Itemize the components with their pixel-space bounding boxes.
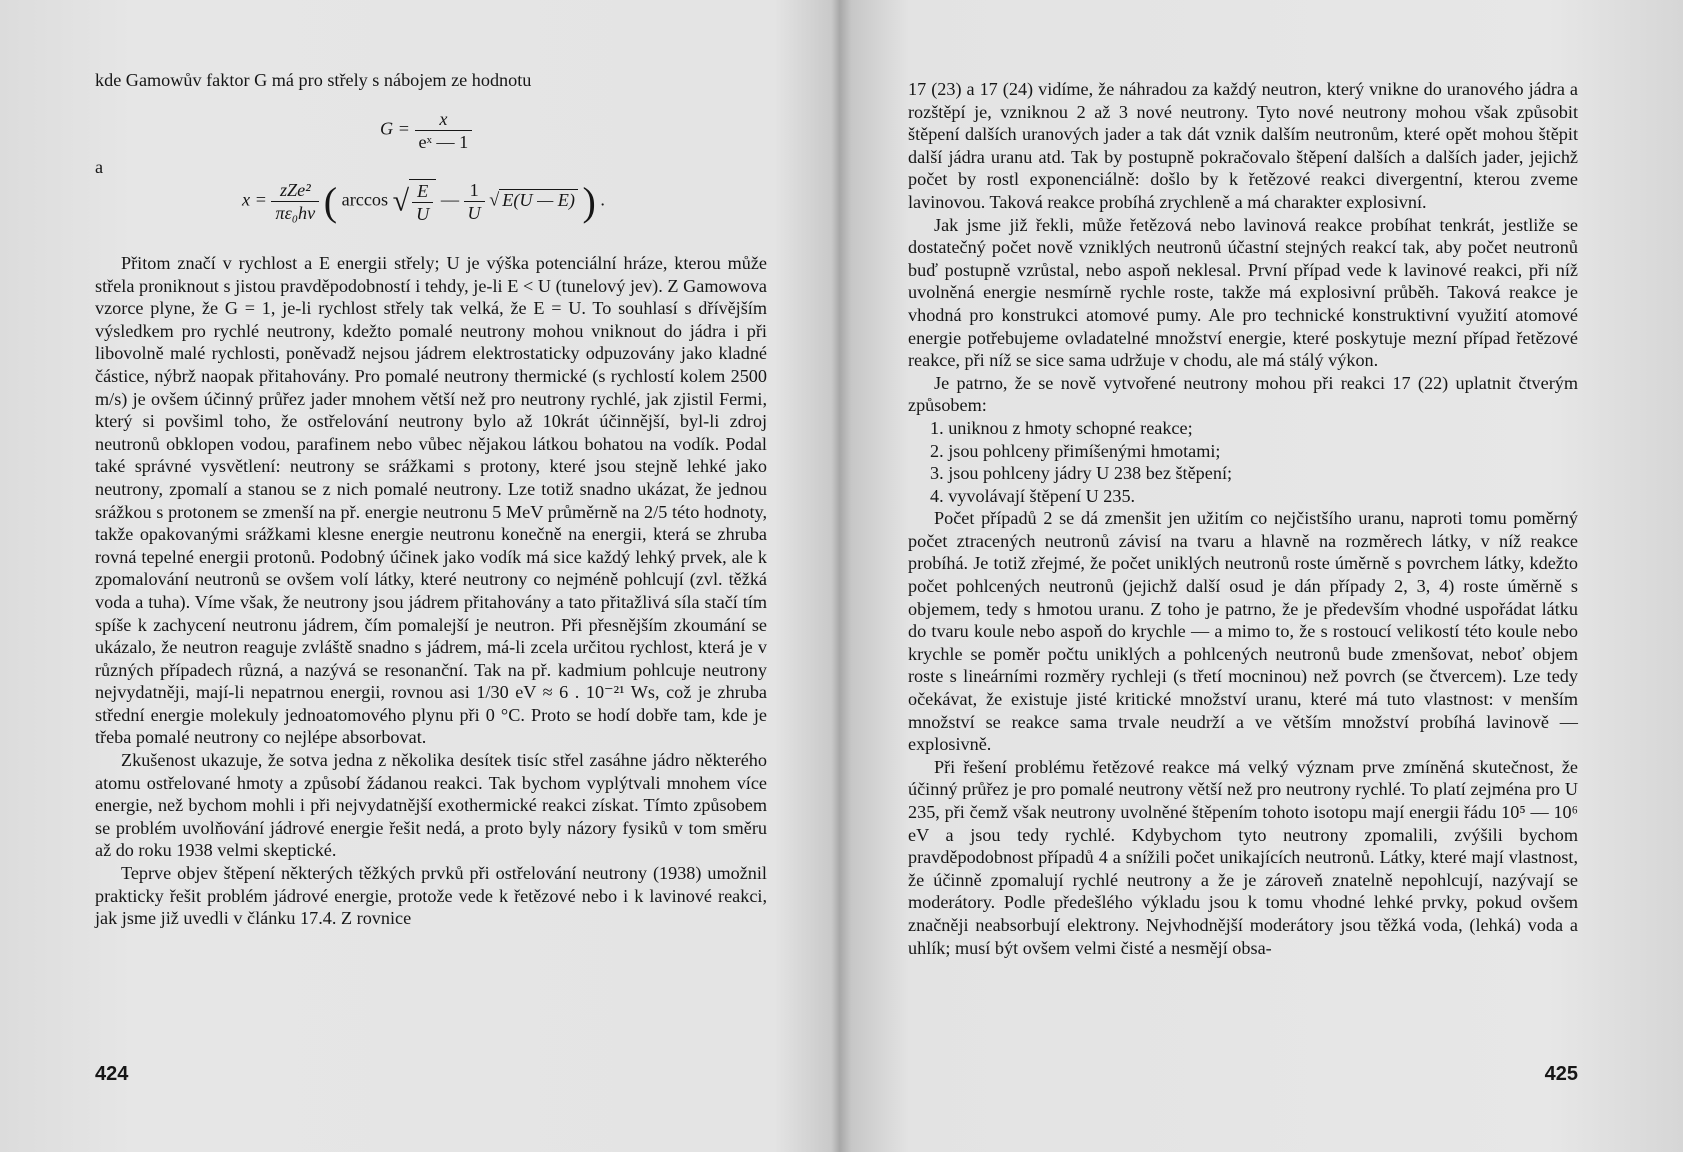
formula-x-minus: — bbox=[440, 189, 459, 210]
left-paragraph-2: Zkušenost ukazuje, že sotva jedna z několika desítek tisíc střel zasáhne jádro některého atomu ostřelované hmoty a způsobí žádanou reakci. Tak bychom vyplýtvali mnohem více energie, než bychom mohli i při nejvydatnější exothermické reakci získat. Tímto způsobem se problém uvolňování jádrové energie řešit nedá, a proto byly názory fysiků v tom směru až do roku 1938 velmi skeptické. bbox=[95, 750, 767, 861]
list-item: 3. jsou pohlceny jádry U 238 bez štěpení; bbox=[930, 463, 1233, 484]
right-paragraph-4: Počet případů 2 se dá zmenšit jen užitím co nejčistšího uranu, naproti tomu poměrný počet ztracených neutronů závisí na tvaru a hlavně na rozměrech látky, v níž reakce probíhá. Je totiž zřejmé, že počet uniklých neutronů roste úměrně s povrchem látky, kdežto počet pohlcených neutronů (jejichž další osud je dán případy 2, 3, 4) roste úměrně s objemem, tedy s hmotou uranu. Z toho je patrno, že je především vhodné uspořádat látku do tvaru koule nebo aspoň do krychle — a mimo to, že s rostoucí velikostí této koule nebo krychle se poměr počtu uniklých a pohlcených neutronů bude zmenšovat, neboť objem roste s lineárními rozměry rychleji (s třetí mocninou) než povrch (se čtvercem). Lze tedy očekávat, že existuje jisté kritické množství uranu, které má tuto vlastnost: v menším množství se reakce sama trvale neudrží a ve větším množství probíhá lavinově — explosivně. bbox=[908, 508, 1578, 755]
list-item: 4. vyvolávají štěpení U 235. bbox=[930, 485, 1136, 506]
right-paragraph-5: Při řešení problému řetězové reakce má velký význam prve zmíněná skutečnost, že účinný průřez je pro pomalé neutrony větší než pro neutrony rychlé. To platí zejména pro U 235, při čemž však neutrony uvolněné štěpením tohoto isotopu mají energii řádu 10⁵ — 10⁶ eV a jsou tedy rychlé. Kdybychom tyto neutrony zpomalili, zvýšili bychom pravděpodobnost případů 4 a snížili počet unikajících neutronů. Látky, které mají vlastnost, že účinně zpomalují rychlé neutrony a že je zároveň znatelně nepohlcují, nazývají se moderátory. Podle předešlého výkladu jsou k tomu vhodné lehké prvky, pokud ovšem značněji neabsorbují elektrony. Nejvhodnější moderátory jsou těžká voda, (lehká) voda a uhlík; musí být ovšem velmi čisté a nesmějí obsa- bbox=[908, 756, 1578, 958]
formula-x-num: zZe² bbox=[271, 179, 319, 202]
formula-x-frac1 bbox=[271, 179, 319, 224]
left-paragraph-3: Teprve objev štěpení některých těžkých prvků při ostřelování neutrony (1938) umožnil prakticky řešit problém jádrové energie, protože vede k řetězové nebo i k lavinové reakci, jak jsme již uvedli v článku 17.4. Z rovnice bbox=[95, 863, 767, 929]
left-paragraph-1: Přitom značí v rychlost a E energii střely; U je výška potenciální hráze, kterou může střela proniknout s jistou pravděpodobností i tehdy, je-li E < U (tunelový jev). Z Gamowova vzorce plyne, že G = 1, je-li rychlost střely tak velká, že E = U. To souhlasí s dřívějším výsledkem pro rychlé neutrony, kdežto pomalé neutrony mohou vniknout do jádra i při libovolně malé rychlosti, poněvadž nejsou jádrem elektrostaticky odpuzovány jako kladné částice, nýbrž naopak přitahovány. Pro pomalé neutrony thermické (s rychlostí kolem 2500 m/s) je ovšem účinný průřez jader mnohem větší než pro neutrony rychlé, jak zjistil Fermi, který si povšiml toho, že ostřelování neutrony bylo až 10krát účinnější, byl-li zdroj neutronů obklopen vodou, parafinem nebo vůbec nějakou látkou bohatou na vodík. Podal také správné vysvětlení: neutrony se srážkami s protony, které jsou stejně lehké jako neutrony, zpomalí a stanou se z nich pomalé neutrony. Lze totiž snadno ukázat, že jednou srážkou s protonem se zmenší na př. energie neutronu 5 MeV průměrně na 2/5 této hodnoty, takže opakovanými srážkami klesne energie neutronu konečně na energii, která se zhruba rovná tepelné energii protonů. Podobný účinek jako vodík má sice každý lehký prvek, ale k zpomalování neutronů se ovšem volí látky, které neutrony co nejméně pohlcují (zvl. těžká voda a tuha). Víme však, že neutrony jsou jádrem přitahovány a tato přitažlivá síla stačí tím spíše k zachycení neutronu jádrem, čím pomalejší je neutron. Při přesnějším zkoumání se ukázalo, že neutron reaguje zvláště snadno s jádrem, má-li zcela určitou rychlost, která je v různých případech různá, a nazývá se resonanční. Tak na př. kadmium pohlcuje neutrony nejvydatněji, mají-li nepatrnou energii, rovnou asi 1/30 eV ≈ 6 . 10⁻²¹ Ws, což je zhruba střední energie molekuly jednoatomového plynu při 0 °C. Proto se hodí dobře tam, kde je třeba pomalé neutrony co nejlépe absorbovat. bbox=[95, 253, 767, 748]
page-number-right: 425 bbox=[1544, 1063, 1578, 1085]
formula-x-sqrt2: E(U — E) bbox=[499, 189, 578, 210]
lead-a: a bbox=[95, 157, 104, 177]
list-item: 1. uniknou z hmoty schopné reakce; bbox=[930, 417, 1193, 438]
formula-x-frac2-den: U bbox=[467, 203, 481, 223]
formula-G-den: eˣ — 1 bbox=[418, 132, 469, 152]
formula-x-lhs: x = bbox=[242, 189, 267, 210]
right-paragraph-3: Je patrno, že se nově vytvořené neutrony mohou při reakci 17 (22) uplatnit čtverým způsobem: bbox=[908, 372, 1578, 416]
formula-G bbox=[380, 108, 472, 153]
formula-x-frac2 bbox=[464, 179, 485, 224]
formula-x: x = $\frac{\text{zZe²}}{\text{πε₀hv}}$ ( arccos √ $\frac{E}{U}$ — $\frac{1}{U}$ √ E(U — E) ) . bbox=[242, 179, 605, 224]
left-body bbox=[95, 252, 767, 930]
right-page bbox=[908, 0, 1578, 1152]
formula-x-sqrt-sign: √ bbox=[392, 184, 410, 218]
formula-G-fraction bbox=[415, 108, 473, 153]
formula-x-arccos: arccos bbox=[341, 189, 389, 210]
right-paragraph-1: 17 (23) a 17 (24) vidíme, že náhradou za každý neutron, který vnikne do uranového jádra a rozštěpí je, vzniknou 2 až 3 nové neutrony. Tyto nové neutrony mohou však způsobit štěpení dalších uranových jader a tak dát vznik dalším neutronům, které opět mohou štěpit další jádra uranu atd. Tak by postupně pokračovalo štěpení dalších a dalších jader, jejichž počet by rostl exponenciálně: došlo by k řetězové reakci divergentní, kterou zveme lavinovou. Taková reakce probíhá zrychleně a má charakter explosivní. bbox=[908, 79, 1578, 212]
formula-G-num: x bbox=[415, 108, 473, 131]
formula-G-lhs: G = bbox=[380, 118, 410, 139]
lead-line: kde Gamowův faktor G má pro střely s nábojem ze hodnotu bbox=[95, 70, 532, 90]
right-body bbox=[908, 78, 1578, 959]
left-page bbox=[95, 0, 767, 1152]
formula-x-sqrt-frac bbox=[409, 179, 436, 225]
page-number-left: 424 bbox=[95, 1063, 129, 1085]
right-paragraph-2: Jak jsme již řekli, může řetězová nebo lavinová reakce probíhat tenkrát, jestliže se dostatečný počet nově vzniklých neutronů účastní stejných reakcí tak, aby počet neutronů buď postupně vzrůstal, nebo aspoň neklesal. První případ vede k lavinové reakci, při níž uvolněná energie nesmírně rychle roste, takže má explosivní průběh. Taková reakce je vhodná pro konstrukci atomové pumy. Ale pro technické konstruktivní využití atomové energie potřebujeme ovladatelné množství energie, které poskytuje mezní případ řetězové reakce, při níž se sice sama udržuje v chodu, ale má stálý výkon. bbox=[908, 214, 1578, 371]
formula-x-den: πε₀hv bbox=[275, 203, 316, 223]
formula-x-sqrt-den: U bbox=[416, 203, 430, 224]
list-item: 2. jsou pohlceny přimíšenými hmotami; bbox=[930, 440, 1221, 461]
formula-x-end: . bbox=[600, 189, 605, 210]
formula-x-sqrt-num: E bbox=[412, 180, 433, 203]
formula-x-open-paren: ( bbox=[323, 179, 338, 224]
formula-x-close-paren: ) bbox=[582, 179, 596, 224]
formula-x-frac2-num: 1 bbox=[464, 179, 485, 202]
